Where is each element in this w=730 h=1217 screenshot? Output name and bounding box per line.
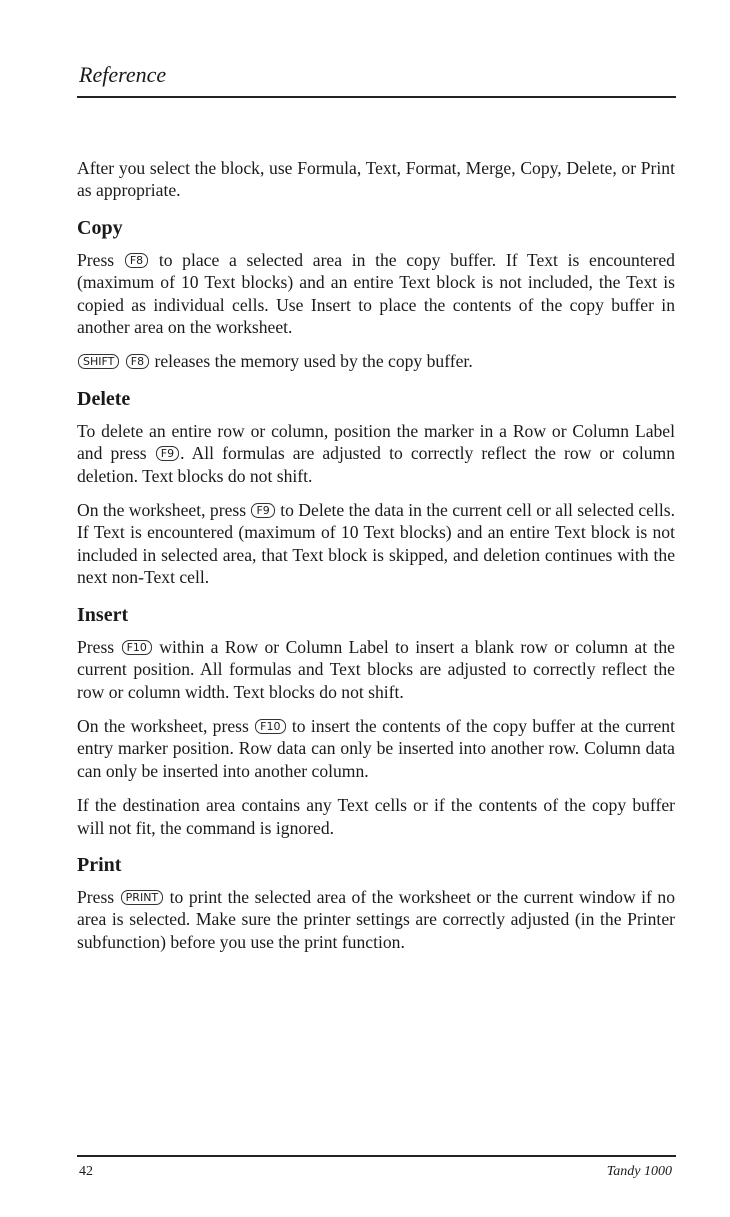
delete-p1-post: . All formulas are adjusted to correctly reflect the row or column deletion. Text blocks do not shift. (77, 443, 675, 486)
delete-paragraph-1 (77, 420, 675, 487)
intro-paragraph: After you select the block, use Formula, Text, Format, Merge, Copy, Delete, or Print as appropriate. (77, 158, 675, 201)
shift-key-icon: SHIFT (78, 354, 119, 369)
delete-paragraph-2 (77, 499, 675, 589)
header-rule (77, 96, 676, 98)
page-header-title: Reference (79, 62, 167, 87)
copy-p1-pre: Press (77, 249, 115, 270)
print-heading: Print (77, 853, 122, 876)
copy-heading: Copy (77, 216, 123, 239)
insert-p2-post: to insert the contents of the copy buffer at the current entry marker position. Row data can only be inserted into another row. Column data can only be inserted into another column. (77, 715, 675, 781)
f9-key-icon: F9 (156, 446, 179, 461)
delete-heading: Delete (77, 387, 131, 410)
insert-paragraph-1 (77, 636, 675, 703)
f8-key-icon: F8 (126, 354, 149, 369)
footer-rule (77, 1155, 676, 1157)
page-body (77, 157, 675, 965)
f10-key-icon: F10 (255, 719, 285, 734)
print-paragraph-1 (77, 886, 675, 953)
print-p1-pre: Press (77, 886, 115, 907)
delete-p1-pre: To delete an entire row or column, position the marker in a Row or Column Label and press (77, 420, 675, 464)
f9-key-icon: F9 (251, 503, 274, 518)
delete-p2-pre: On the worksheet, press (77, 500, 247, 521)
copy-p1-post: to place a selected area in the copy buffer. If Text is encountered (maximum of 10 Text blocks) and an entire Text block is not included, the Text is copied as individual cells. Use Insert to place the contents of the copy buffer in another area on the worksheet. (77, 249, 675, 338)
insert-paragraph-3: If the destination area contains any Text cells or if the contents of the copy buffer will not fit, the command is ignored. (77, 795, 675, 838)
f10-key-icon: F10 (122, 640, 152, 655)
copy-paragraph-2 (77, 350, 675, 372)
page-number: 42 (79, 1164, 93, 1179)
copy-paragraph-1 (77, 249, 675, 339)
insert-p1-pre: Press (77, 636, 115, 657)
insert-heading: Insert (77, 603, 129, 626)
copy-p2-post: releases the memory used by the copy buffer. (154, 351, 473, 372)
insert-p2-pre: On the worksheet, press (77, 715, 249, 736)
print-key-icon: PRINT (121, 890, 163, 905)
print-p1-post: to print the selected area of the worksheet or the current window if no area is selected. Make sure the printer settings are correctly adjusted (in the Printer subfunction) before you use the print function. (77, 886, 676, 952)
delete-p2-post: to Delete the data in the current cell or all selected cells. If Text is encountered (maximum of 10 Text blocks) and an entire Text block is not included in selected area, that Text block is skipped, and deletion continues with the next non-Text cell. (77, 500, 675, 588)
insert-paragraph-2 (77, 715, 675, 782)
footer-title: Tandy 1000 (606, 1164, 672, 1179)
f8-key-icon: F8 (125, 253, 148, 268)
insert-p1-post: within a Row or Column Label to insert a blank row or column at the current position. All formulas and Text blocks are adjusted to correctly reflect the row or column width. Text blocks do not shift. (77, 636, 675, 702)
